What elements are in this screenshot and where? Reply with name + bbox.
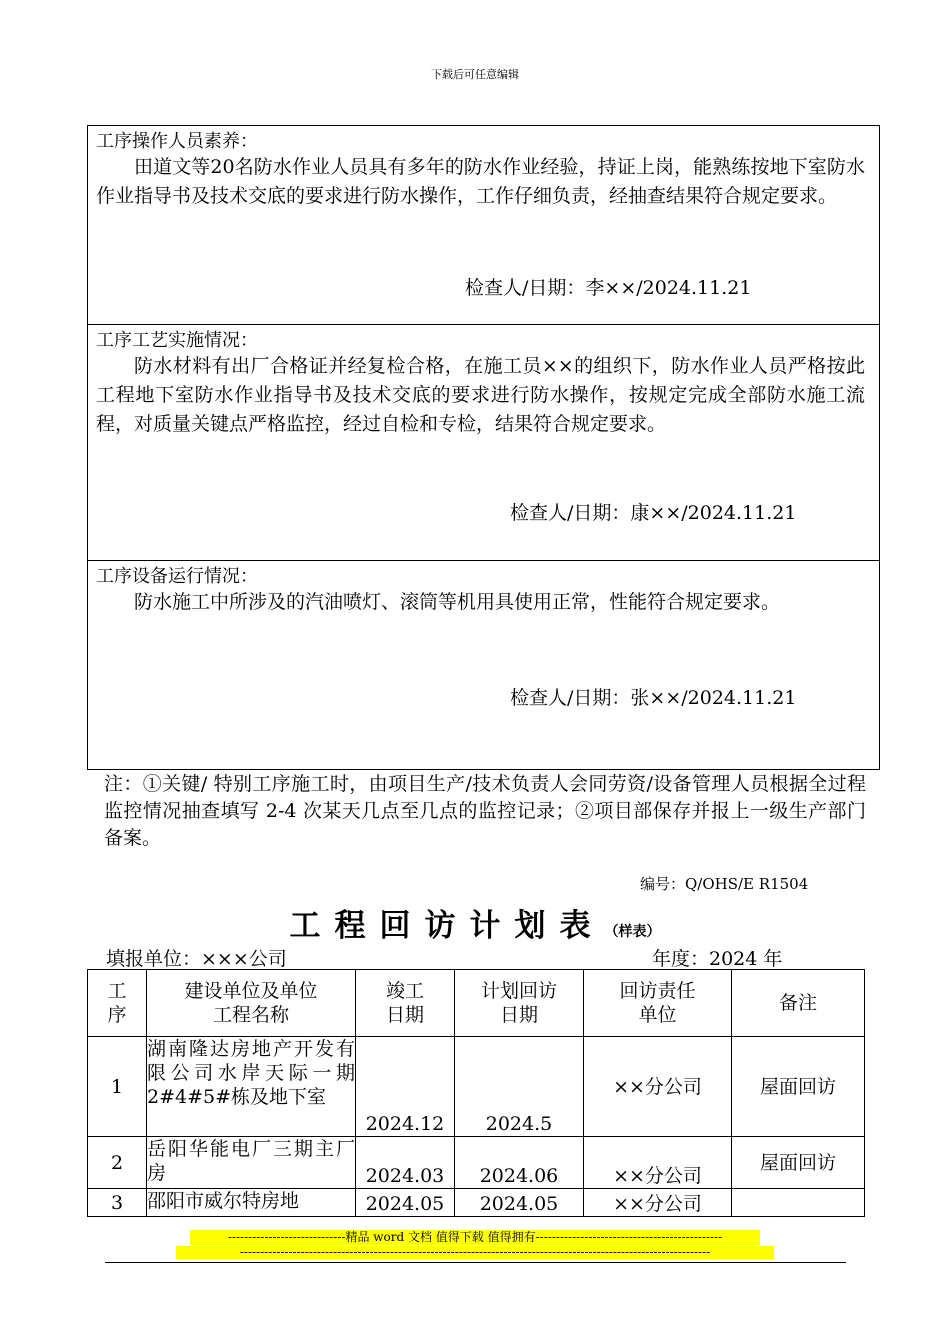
col-header-project: 建设单位及单位 工程名称 <box>147 970 356 1037</box>
footer-banner-line1: -----------------------------精品 word 文档 值得下载 值得拥有---------------------------------------------- <box>190 1230 760 1245</box>
document-title <box>0 900 950 945</box>
cell-completion-date: 2024.12 <box>356 1037 455 1137</box>
section-body: 防水材料有出厂合格证并经复检合格，在施工员××的组织下，防水作业人员严格按此工程地下室防水作业指导书及技术交底的要求进行防水操作，按规定完成全部防水施工流程，对质量关键点严格监控，经过自检和专检，结果符合规定要求。 <box>96 355 865 435</box>
download-note: 下载后可任意编辑 <box>431 68 519 81</box>
revisit-plan-table <box>87 969 865 1217</box>
col-header-seq: 工 序 <box>88 970 147 1037</box>
inspector-signature: 检查人/日期：康××/2024.11.21 <box>510 502 797 524</box>
cell-plan-date: 2024.5 <box>455 1037 584 1137</box>
section-body: 防水施工中所涉及的汽油喷灯、滚筒等机用具使用正常，性能符合规定要求。 <box>134 591 781 613</box>
cell-completion-date: 2024.03 <box>356 1137 455 1189</box>
section-operator-quality <box>87 125 880 325</box>
report-unit: 填报单位：×××公司 <box>106 948 287 970</box>
cell-plan-date: 2024.05 <box>455 1189 584 1217</box>
cell-responsible: ××分公司 <box>584 1137 732 1189</box>
inspector-signature: 检查人/日期：李××/2024.11.21 <box>465 277 752 299</box>
cell-seq: 2 <box>88 1137 147 1189</box>
col-header-remark: 备注 <box>732 970 865 1037</box>
section-title: 工序工艺实施情况： <box>96 330 258 351</box>
footer-banner-line2: -------------------------------------------------------------------------------------------------------------------- <box>176 1246 774 1259</box>
section-title: 工序设备运行情况： <box>96 566 258 587</box>
cell-remark: 屋面回访 <box>732 1037 865 1137</box>
table-row <box>88 1137 865 1189</box>
col-header-plan-date: 计划回访 日期 <box>455 970 584 1037</box>
footnote: 注：①关键/ 特别工序施工时，由项目生产/技术负责人会同劳资/设备管理人员根据全过程监控情况抽查填写 2-4 次某天几点至几点的监控记录；②项目部保存并报上一级生产部门备案。 <box>104 773 866 849</box>
inspector-signature: 检查人/日期：张××/2024.11.21 <box>510 687 797 709</box>
document-code: 编号：Q/OHS/E R1504 <box>640 875 809 893</box>
table-row <box>88 1189 865 1217</box>
cell-seq: 3 <box>88 1189 147 1217</box>
section-equipment-operation <box>87 560 880 770</box>
col-header-responsible: 回访责任 单位 <box>584 970 732 1037</box>
cell-project-name: 湖南隆达房地产开发有限公司水岸天际一期 2#4#5#栋及地下室 <box>147 1037 356 1137</box>
document-title-text: 工程回访计划表 <box>289 908 605 944</box>
footer-divider <box>105 1262 846 1263</box>
report-year: 年度：2024 年 <box>652 948 783 970</box>
document-title-suffix: （样表） <box>604 924 661 940</box>
cell-seq: 1 <box>88 1037 147 1137</box>
cell-responsible: ××分公司 <box>584 1037 732 1137</box>
section-body: 田道文等20名防水作业人员具有多年的防水作业经验，持证上岗，能熟练按地下室防水作业指导书及技术交底的要求进行防水操作，工作仔细负责，经抽查结果符合规定要求。 <box>96 156 865 207</box>
col-header-completion-date: 竣工 日期 <box>356 970 455 1037</box>
table-row <box>88 1037 865 1137</box>
table-header-row <box>88 970 865 1037</box>
section-title: 工序操作人员素养： <box>96 131 258 152</box>
cell-project-name: 邵阳市威尔特房地 <box>147 1189 356 1217</box>
cell-remark <box>732 1189 865 1217</box>
section-process-implementation <box>87 324 880 561</box>
cell-plan-date: 2024.06 <box>455 1137 584 1189</box>
cell-completion-date: 2024.05 <box>356 1189 455 1217</box>
cell-project-name: 岳阳华能电厂三期主厂房 <box>147 1137 356 1189</box>
cell-remark: 屋面回访 <box>732 1137 865 1189</box>
cell-responsible: ××分公司 <box>584 1189 732 1217</box>
